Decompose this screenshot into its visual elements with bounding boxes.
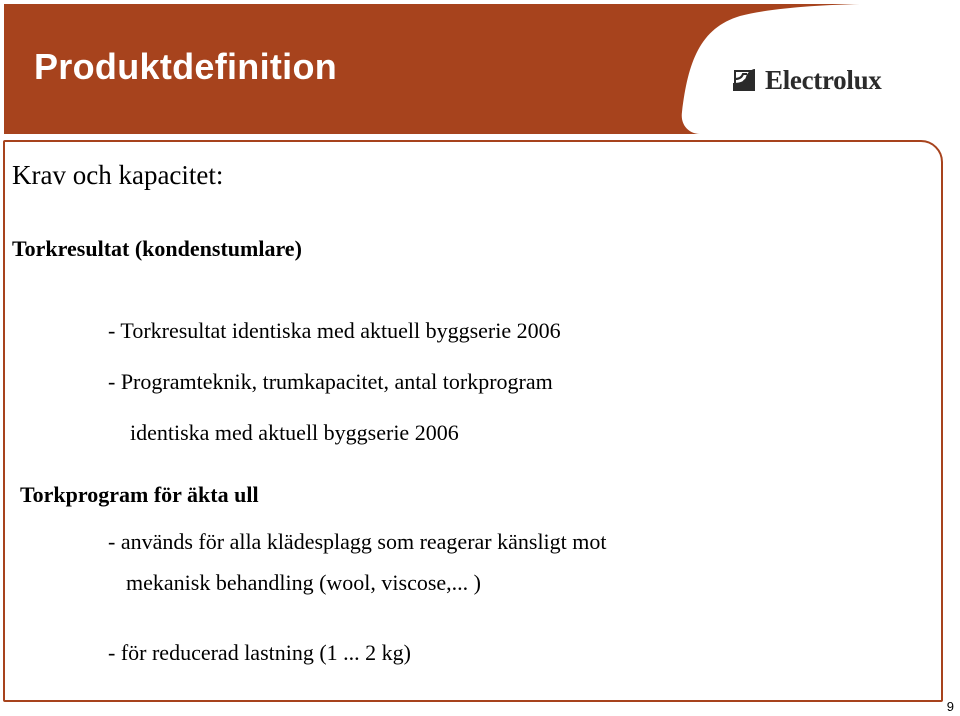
section2-line-2: mekanisk behandling (wool, viscose,... ) [126,570,481,595]
content-heading: Krav och kapacitet: [12,160,224,190]
slide-title: Produktdefinition [34,46,338,87]
electrolux-logo-icon [733,69,755,91]
section1-title: Torkresultat (kondenstumlare) [12,236,302,261]
brand-name: Electrolux [765,64,882,95]
section1-line-2: - Programteknik, trumkapacitet, antal torkprogram [108,369,553,394]
section2-line-1: - används för alla klädesplagg som reagerar känsligt mot [108,529,607,554]
section2-title: Torkprogram för äkta ull [20,482,259,507]
section1-line-1: - Torkresultat identiska med aktuell byggserie 2006 [108,318,561,343]
section2-line-3: - för reducerad lastning (1 ... 2 kg) [108,640,412,665]
brand-logo [733,62,881,98]
page-number: 9 [946,699,954,714]
section1-line-3: identiska med aktuell byggserie 2006 [130,420,459,445]
